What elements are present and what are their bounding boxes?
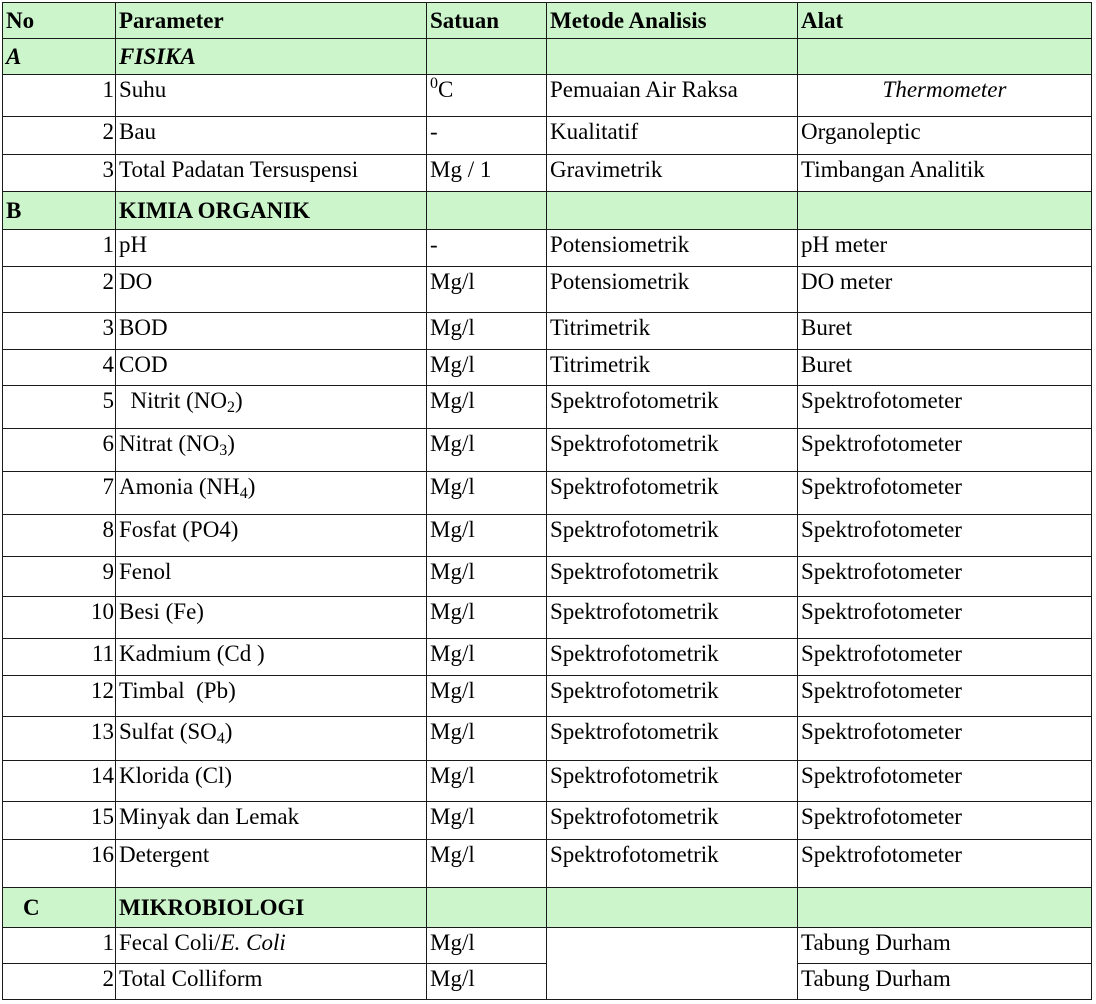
row-alat: Organoleptic xyxy=(798,117,1092,155)
header-metode: Metode Analisis xyxy=(547,3,798,39)
table-row xyxy=(3,472,1092,515)
row-parameter xyxy=(116,717,427,761)
section-name: MIKROBIOLOGI xyxy=(116,888,427,928)
row-satuan: Mg/l xyxy=(427,386,547,429)
table-row xyxy=(3,964,1092,1000)
row-metode: Titrimetrik xyxy=(547,350,798,386)
row-alat: Timbangan Analitik xyxy=(798,155,1092,192)
row-alat: Spektrofotometer xyxy=(798,472,1092,515)
row-no: 10 xyxy=(3,597,116,639)
param-subscript: 4 xyxy=(216,730,225,747)
param-text: Fecal Coli/ xyxy=(119,930,221,955)
row-satuan: Mg/l xyxy=(427,964,547,1000)
row-metode: Spektrofotometrik xyxy=(547,515,798,557)
row-alat: Spektrofotometer xyxy=(798,761,1092,802)
header-alat: Alat xyxy=(798,3,1092,39)
row-satuan: - xyxy=(427,117,547,155)
row-alat: Buret xyxy=(798,313,1092,350)
row-alat: Tabung Durham xyxy=(798,928,1092,964)
row-metode: Spektrofotometrik xyxy=(547,386,798,429)
section-row-a xyxy=(3,39,1092,75)
table-row xyxy=(3,597,1092,639)
row-parameter: Minyak dan Lemak xyxy=(116,802,427,840)
row-alat: Spektrofotometer xyxy=(798,557,1092,597)
row-no: 11 xyxy=(3,639,116,676)
table-row xyxy=(3,75,1092,117)
degree-superscript: 0 xyxy=(430,75,438,92)
row-metode: Potensiometrik xyxy=(547,230,798,267)
param-subscript: 2 xyxy=(226,399,235,416)
table-row xyxy=(3,117,1092,155)
param-end: ) xyxy=(227,431,235,456)
table-row xyxy=(3,313,1092,350)
param-text: Sulfat (SO xyxy=(119,719,217,744)
section-row-c xyxy=(3,888,1092,928)
header-satuan: Satuan xyxy=(427,3,547,39)
section-row-b xyxy=(3,192,1092,230)
row-parameter xyxy=(116,429,427,472)
header-no: No xyxy=(3,3,116,39)
row-satuan: Mg/l xyxy=(427,313,547,350)
row-no: 2 xyxy=(3,964,116,1000)
row-parameter: Klorida (Cl) xyxy=(116,761,427,802)
row-alat: pH meter xyxy=(798,230,1092,267)
row-parameter: Fenol xyxy=(116,557,427,597)
row-no: 15 xyxy=(3,802,116,840)
row-parameter: COD xyxy=(116,350,427,386)
row-parameter: DO xyxy=(116,267,427,313)
param-text: Amonia (NH xyxy=(119,474,240,499)
param-text: Nitrit (NO xyxy=(130,388,227,413)
row-satuan: Mg/l xyxy=(427,267,547,313)
section-name: KIMIA ORGANIK xyxy=(116,192,427,230)
header-parameter: Parameter xyxy=(116,3,427,39)
row-parameter xyxy=(116,386,427,429)
row-metode: Spektrofotometrik xyxy=(547,802,798,840)
param-end: ) xyxy=(247,474,256,499)
row-satuan: Mg/l xyxy=(427,350,547,386)
row-metode: Spektrofotometrik xyxy=(547,557,798,597)
row-no: 8 xyxy=(3,515,116,557)
section-no: B xyxy=(3,192,116,230)
row-no: 1 xyxy=(3,230,116,267)
row-parameter: Detergent xyxy=(116,840,427,888)
table-row xyxy=(3,802,1092,840)
row-no: 6 xyxy=(3,429,116,472)
row-no: 2 xyxy=(3,267,116,313)
table-row xyxy=(3,761,1092,802)
row-no: 5 xyxy=(3,386,116,429)
row-alat: Spektrofotometer xyxy=(798,429,1092,472)
table-row xyxy=(3,429,1092,472)
row-metode: Spektrofotometrik xyxy=(547,639,798,676)
row-no: 13 xyxy=(3,717,116,761)
row-satuan: Mg/l xyxy=(427,557,547,597)
row-alat: Spektrofotometer xyxy=(798,597,1092,639)
row-parameter xyxy=(116,928,427,964)
row-metode: Spektrofotometrik xyxy=(547,717,798,761)
row-metode: Spektrofotometrik xyxy=(547,429,798,472)
row-no: 9 xyxy=(3,557,116,597)
row-satuan: Mg/l xyxy=(427,717,547,761)
table-row xyxy=(3,350,1092,386)
param-italic: E. Coli xyxy=(220,930,286,955)
row-metode xyxy=(547,964,798,1000)
section-name: FISIKA xyxy=(116,39,427,75)
row-no: 7 xyxy=(3,472,116,515)
row-parameter: pH xyxy=(116,230,427,267)
row-alat: Spektrofotometer xyxy=(798,676,1092,717)
row-satuan: Mg/l xyxy=(427,472,547,515)
row-parameter: Fosfat (PO4) xyxy=(116,515,427,557)
section-no: C xyxy=(3,888,116,928)
row-satuan xyxy=(427,75,547,117)
row-satuan: Mg/l xyxy=(427,639,547,676)
row-no: 3 xyxy=(3,313,116,350)
row-metode: Spektrofotometrik xyxy=(547,840,798,888)
row-parameter: Suhu xyxy=(116,75,427,117)
table-row xyxy=(3,515,1092,557)
param-end: ) xyxy=(224,719,233,744)
row-metode: Titrimetrik xyxy=(547,313,798,350)
row-alat: Buret xyxy=(798,350,1092,386)
row-metode: Spektrofotometrik xyxy=(547,597,798,639)
row-metode xyxy=(547,928,798,964)
row-satuan: Mg/l xyxy=(427,802,547,840)
table-row xyxy=(3,155,1092,192)
row-parameter xyxy=(116,472,427,515)
header-row xyxy=(3,3,1092,39)
row-no: 2 xyxy=(3,117,116,155)
row-no: 14 xyxy=(3,761,116,802)
row-metode: Spektrofotometrik xyxy=(547,472,798,515)
row-no: 12 xyxy=(3,676,116,717)
row-satuan-unit: C xyxy=(438,77,454,102)
row-satuan: Mg/l xyxy=(427,761,547,802)
row-no: 1 xyxy=(3,75,116,117)
row-alat: Spektrofotometer xyxy=(798,717,1092,761)
row-satuan: Mg/l xyxy=(427,928,547,964)
table-row xyxy=(3,639,1092,676)
row-satuan: Mg/l xyxy=(427,597,547,639)
row-alat: Tabung Durham xyxy=(798,964,1092,1000)
row-satuan: Mg/l xyxy=(427,676,547,717)
row-metode: Potensiometrik xyxy=(547,267,798,313)
row-parameter: Bau xyxy=(116,117,427,155)
table-row xyxy=(3,557,1092,597)
row-parameter: Kadmium (Cd ) xyxy=(116,639,427,676)
section-no: A xyxy=(3,39,116,75)
row-parameter: BOD xyxy=(116,313,427,350)
row-no: 1 xyxy=(3,928,116,964)
row-satuan: Mg/l xyxy=(427,429,547,472)
row-metode: Kualitatif xyxy=(547,117,798,155)
table-row xyxy=(3,267,1092,313)
row-satuan: Mg / 1 xyxy=(427,155,547,192)
table-row xyxy=(3,676,1092,717)
row-satuan: Mg/l xyxy=(427,840,547,888)
row-parameter: Besi (Fe) xyxy=(116,597,427,639)
param-subscript: 4 xyxy=(239,485,248,502)
param-text: Nitrat (NO xyxy=(119,431,220,456)
table-row xyxy=(3,928,1092,964)
row-alat: DO meter xyxy=(798,267,1092,313)
row-alat: Thermometer xyxy=(798,75,1092,117)
row-metode: Pemuaian Air Raksa xyxy=(547,75,798,117)
row-metode: Spektrofotometrik xyxy=(547,676,798,717)
row-metode: Gravimetrik xyxy=(547,155,798,192)
row-alat: Spektrofotometer xyxy=(798,386,1092,429)
row-no: 3 xyxy=(3,155,116,192)
table-row xyxy=(3,230,1092,267)
row-alat: Spektrofotometer xyxy=(798,515,1092,557)
param-subscript: 3 xyxy=(219,442,228,459)
table-row xyxy=(3,386,1092,429)
row-satuan: Mg/l xyxy=(427,515,547,557)
row-alat: Spektrofotometer xyxy=(798,840,1092,888)
row-no: 4 xyxy=(3,350,116,386)
row-parameter: Timbal (Pb) xyxy=(116,676,427,717)
row-metode: Spektrofotometrik xyxy=(547,761,798,802)
row-alat: Spektrofotometer xyxy=(798,802,1092,840)
row-parameter: Total Padatan Tersuspensi xyxy=(116,155,427,192)
param-end: ) xyxy=(234,388,243,413)
table-row xyxy=(3,840,1092,888)
parameter-table xyxy=(2,2,1092,1000)
row-no: 16 xyxy=(3,840,116,888)
row-parameter: Total Colliform xyxy=(116,964,427,1000)
row-satuan: - xyxy=(427,230,547,267)
table-row xyxy=(3,717,1092,761)
row-alat: Spektrofotometer xyxy=(798,639,1092,676)
